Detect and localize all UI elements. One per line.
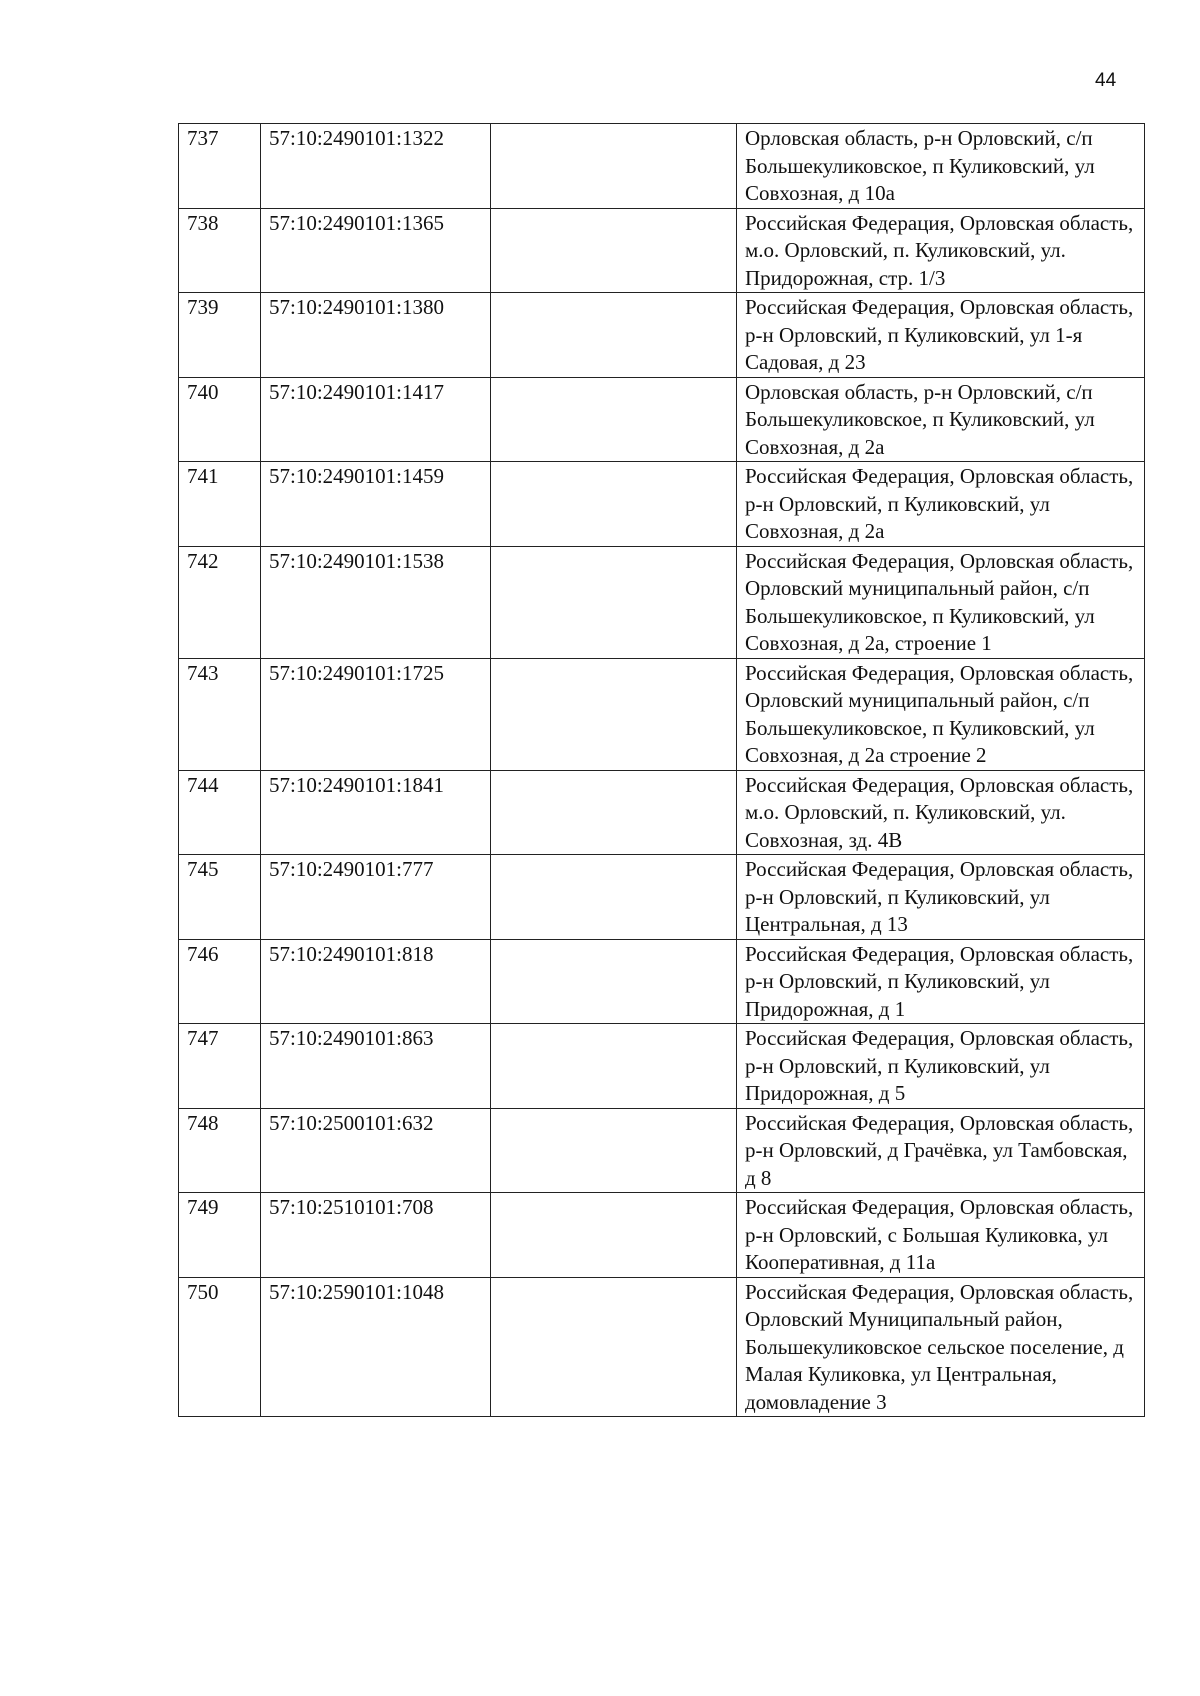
empty-cell <box>491 770 737 855</box>
row-number-cell: 750 <box>179 1277 261 1417</box>
address-cell: Российская Федерация, Орловская область, Орловский муниципальный район, с/п Большекуликовское, п Куликовский, ул Совхозная, д 2а строение 2 <box>737 658 1145 770</box>
cadastral-number-cell: 57:10:2490101:1380 <box>261 293 491 378</box>
cadastral-number-cell: 57:10:2490101:1322 <box>261 124 491 209</box>
row-number-cell: 746 <box>179 939 261 1024</box>
row-number-cell: 749 <box>179 1193 261 1278</box>
cadastral-number-cell: 57:10:2510101:708 <box>261 1193 491 1278</box>
empty-cell <box>491 1193 737 1278</box>
row-number-cell: 740 <box>179 377 261 462</box>
row-number-cell: 737 <box>179 124 261 209</box>
empty-cell <box>491 1024 737 1109</box>
address-cell: Российская Федерация, Орловская область, р-н Орловский, п Куликовский, ул 1-я Садовая, д 23 <box>737 293 1145 378</box>
cadastral-number-cell: 57:10:2490101:818 <box>261 939 491 1024</box>
address-cell: Российская Федерация, Орловская область, Орловский Муниципальный район, Большекуликовское сельское поселение, д Малая Куликовка, ул Центральная, домовладение 3 <box>737 1277 1145 1417</box>
cadastral-number-cell: 57:10:2490101:863 <box>261 1024 491 1109</box>
empty-cell <box>491 124 737 209</box>
cadastral-number-cell: 57:10:2490101:1459 <box>261 462 491 547</box>
row-number-cell: 744 <box>179 770 261 855</box>
address-cell: Орловская область, р-н Орловский, с/п Большекуликовское, п Куликовский, ул Совхозная, д 2а <box>737 377 1145 462</box>
table-row <box>179 1193 1145 1278</box>
address-cell: Российская Федерация, Орловская область, м.о. Орловский, п. Куликовский, ул. Совхозная, зд. 4В <box>737 770 1145 855</box>
empty-cell <box>491 208 737 293</box>
empty-cell <box>491 462 737 547</box>
empty-cell <box>491 855 737 940</box>
table-row <box>179 1277 1145 1417</box>
empty-cell <box>491 939 737 1024</box>
empty-cell <box>491 546 737 658</box>
address-cell: Российская Федерация, Орловская область, р-н Орловский, п Куликовский, ул Придорожная, д 5 <box>737 1024 1145 1109</box>
address-cell: Российская Федерация, Орловская область, р-н Орловский, п Куликовский, ул Центральная, д 13 <box>737 855 1145 940</box>
address-cell: Орловская область, р-н Орловский, с/п Большекуликовское, п Куликовский, ул Совхозная, д 10а <box>737 124 1145 209</box>
registry-table <box>178 123 1145 1417</box>
row-number-cell: 738 <box>179 208 261 293</box>
cadastral-number-cell: 57:10:2590101:1048 <box>261 1277 491 1417</box>
cadastral-number-cell: 57:10:2490101:1365 <box>261 208 491 293</box>
table-row <box>179 208 1145 293</box>
row-number-cell: 742 <box>179 546 261 658</box>
row-number-cell: 743 <box>179 658 261 770</box>
cadastral-number-cell: 57:10:2490101:1417 <box>261 377 491 462</box>
address-cell: Российская Федерация, Орловская область, р-н Орловский, п Куликовский, ул Совхозная, д 2а <box>737 462 1145 547</box>
row-number-cell: 739 <box>179 293 261 378</box>
address-cell: Российская Федерация, Орловская область, м.о. Орловский, п. Куликовский, ул. Придорожная, стр. 1/3 <box>737 208 1145 293</box>
empty-cell <box>491 293 737 378</box>
row-number-cell: 748 <box>179 1108 261 1193</box>
address-cell: Российская Федерация, Орловская область, р-н Орловский, п Куликовский, ул Придорожная, д 1 <box>737 939 1145 1024</box>
cadastral-number-cell: 57:10:2500101:632 <box>261 1108 491 1193</box>
table-row <box>179 855 1145 940</box>
cadastral-number-cell: 57:10:2490101:777 <box>261 855 491 940</box>
table-row <box>179 546 1145 658</box>
address-cell: Российская Федерация, Орловская область, р-н Орловский, с Большая Куликовка, ул Кооперативная, д 11а <box>737 1193 1145 1278</box>
empty-cell <box>491 1108 737 1193</box>
row-number-cell: 745 <box>179 855 261 940</box>
address-cell: Российская Федерация, Орловская область, Орловский муниципальный район, с/п Большекуликовское, п Куликовский, ул Совхозная, д 2а, строение 1 <box>737 546 1145 658</box>
table-row <box>179 658 1145 770</box>
row-number-cell: 747 <box>179 1024 261 1109</box>
cadastral-number-cell: 57:10:2490101:1841 <box>261 770 491 855</box>
table-row <box>179 124 1145 209</box>
row-number-cell: 741 <box>179 462 261 547</box>
empty-cell <box>491 658 737 770</box>
registry-table-body <box>179 124 1145 1417</box>
address-cell: Российская Федерация, Орловская область, р-н Орловский, д Грачёвка, ул Тамбовская, д 8 <box>737 1108 1145 1193</box>
empty-cell <box>491 377 737 462</box>
cadastral-number-cell: 57:10:2490101:1538 <box>261 546 491 658</box>
table-row <box>179 293 1145 378</box>
table-row <box>179 939 1145 1024</box>
table-row <box>179 377 1145 462</box>
table-row <box>179 462 1145 547</box>
empty-cell <box>491 1277 737 1417</box>
table-row <box>179 1024 1145 1109</box>
cadastral-number-cell: 57:10:2490101:1725 <box>261 658 491 770</box>
page-number: 44 <box>1095 70 1117 91</box>
table-row <box>179 770 1145 855</box>
table-row <box>179 1108 1145 1193</box>
